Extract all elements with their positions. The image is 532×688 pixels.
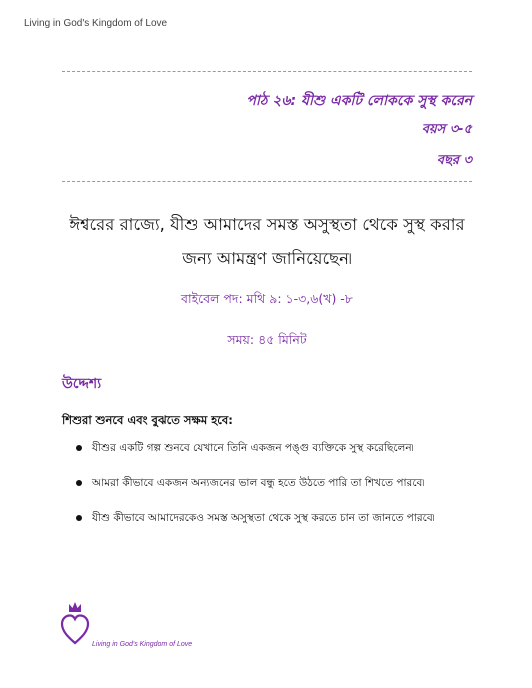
age-range: বয়স ৩-৫: [421, 122, 472, 137]
objective-text: আমরা কীভাবে একজন অন্যজনের ভাল বন্ধু হতে উঠতে পারি তা শিখতে পারবে৷: [92, 477, 425, 489]
scripture-reference: বাইবেল পদ: মথি ৯: ১-৩,৬(খ) -৮: [181, 291, 353, 306]
objectives-heading: উদ্দেশ্য: [62, 376, 102, 392]
lesson-title: পাঠ ২৬: যীশু একটি লোককে সুস্থ করেন: [246, 93, 472, 109]
running-header: Living in God's Kingdom of Love: [24, 18, 168, 29]
objective-item: [62, 475, 482, 510]
objective-text: যীশুর একটি গল্প শুনবে যেখানে তিনি একজন পঙ্গু ব্যক্তিকে সুস্থ করেছিলেন৷: [92, 442, 414, 454]
objectives-intro: শিশুরা শুনবে এবং বুঝতে সক্ষম হবে:: [62, 413, 233, 427]
top-divider: [62, 71, 472, 72]
main-statement: ঈশ্বরের রাজ্যে, যীশু আমাদের সমস্ত অসুস্থতা থেকে সুস্থ করার জন্য আমন্ত্রণ জানিয়েছেন৷: [69, 215, 465, 268]
objectives-list: [62, 440, 482, 545]
lesson-year: বছর ৩: [436, 153, 472, 168]
footer-text: Living in God's Kingdom of Love: [92, 641, 193, 648]
objective-text: যীশু কীভাবে আমাদেরকেও সমস্ত অসুস্থতা থেকে সুস্থ করতে চান তা জানতে পারবে৷: [92, 512, 435, 524]
lesson-duration: সময়: ৪৫ মিনিট: [227, 332, 307, 347]
objective-item: [62, 510, 482, 545]
crown-heart-icon: [60, 601, 90, 647]
bottom-divider: [62, 181, 472, 182]
bullet-icon: [76, 515, 82, 521]
objective-item: [62, 440, 482, 475]
bullet-icon: [76, 480, 82, 486]
bullet-icon: [76, 445, 82, 451]
